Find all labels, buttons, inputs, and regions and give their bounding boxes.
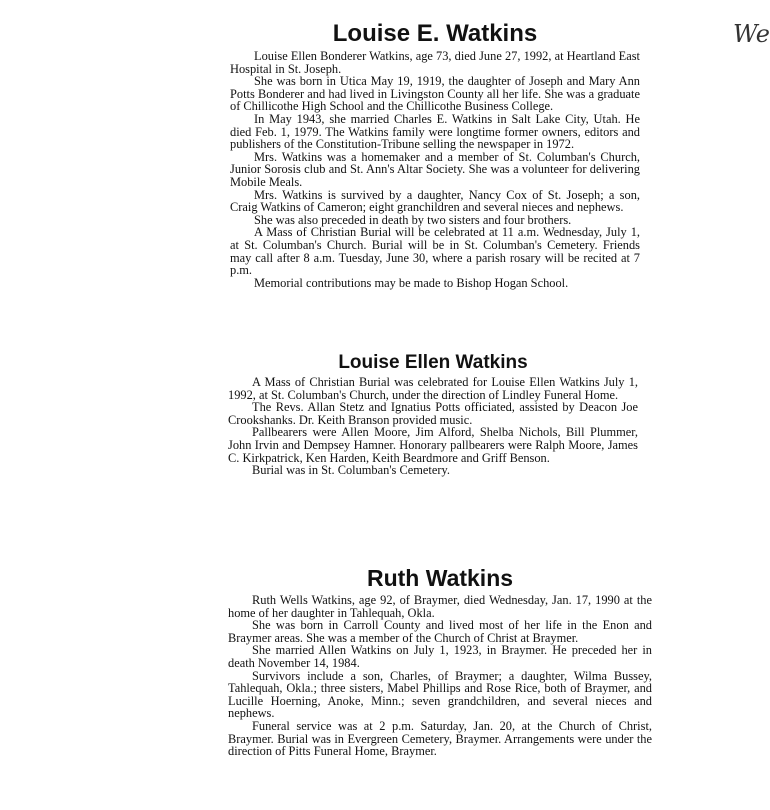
obituary-paragraph: She was also preceded in death by two sisters and four brothers.: [254, 212, 572, 227]
obituary-paragraph: She was born in Carroll County and lived most of her life in the Enon and Braymer areas. She was a member of the Church of Christ at Braymer.: [228, 618, 652, 645]
obituary-paragraph: Survivors include a son, Charles, of Braymer; a daughter, Wilma Bussey, Tahlequah, Okla.; three sisters, Mabel Phillips and Rose Rice, both of Braymer, and Lucille Hoerning, Anoke, Minn.; seven grandchildren, and several nieces and nephews.: [228, 668, 652, 721]
obituary-paragraph: A Mass of Christian Burial will be celebrated at 11 a.m. Wednesday, July 1, at St. Columban's Church. Burial will be in St. Columban's Cemetery. Friends may call after 8 a.m. Tuesday, June 30, where a parish rosary will be recited at 7 p.m.: [230, 225, 640, 278]
obituary-body: [228, 376, 638, 477]
obituary-ruth-watkins: [228, 563, 652, 758]
obituary-louise-e-watkins: [230, 20, 640, 289]
obituary-paragraph: She married Allen Watkins on July 1, 1923, in Braymer. He preceded her in death November 14, 1984.: [228, 643, 652, 670]
obituary-paragraph: Louise Ellen Bonderer Watkins, age 73, died June 27, 1992, at Heartland East Hospital in St. Joseph.: [230, 49, 640, 76]
obituary-paragraph: Funeral service was at 2 p.m. Saturday, Jan. 20, at the Church of Christ, Braymer. Burial was in Evergreen Cemetery, Braymer. Arrangements were under the direction of Pitts Funeral Home, Braymer.: [228, 718, 652, 759]
obituary-headline: Ruth Watkins: [366, 565, 514, 591]
handwritten-margin-note: We: [733, 20, 770, 48]
obituary-paragraph: Mrs. Watkins is survived by a daughter, Nancy Cox of St. Joseph; a son, Craig Watkins of Cameron; eight granchildren and several nieces and nephews.: [230, 187, 640, 215]
obituary-paragraph: Pallbearers were Allen Moore, Jim Alford, Shelba Nichols, Bill Plummer, John Irvin and Dempsey Hamner. Honorary pallbearers were Ralph Moore, James C. Kirkpatrick, Ken Harden, Keith Beardmore and Griff Benson.: [228, 425, 638, 465]
obituary-paragraph: Burial was in St. Columban's Cemetery.: [252, 463, 450, 478]
obituary-body: [230, 50, 640, 289]
obituary-headline: Louise E. Watkins: [332, 20, 538, 47]
obituary-paragraph: Mrs. Watkins was a homemaker and a member of St. Columban's Church, Junior Sorosis club and St. Ann's Altar Society. She was a volunteer for delivering Mobile Meals.: [230, 149, 640, 189]
obituary-paragraph: Memorial contributions may be made to Bishop Hogan School.: [254, 275, 569, 290]
obituary-paragraph: Ruth Wells Watkins, age 92, of Braymer, died Wednesday, Jan. 17, 1990 at the home of her daughter in Tahlequah, Okla.: [228, 593, 652, 620]
obituary-louise-ellen-watkins: [228, 351, 638, 477]
obituary-paragraph: The Revs. Allan Stetz and Ignatius Potts officiated, assisted by Deacon Joe Crookshanks. Dr. Keith Branson provided music.: [228, 400, 638, 427]
obituary-body: [228, 594, 652, 758]
obituary-headline: Louise Ellen Watkins: [338, 352, 528, 373]
obituary-paragraph: In May 1943, she married Charles E. Watkins in Salt Lake City, Utah. He died Feb. 1, 1979. The Watkins family were longtime former owners, editors and publishers of the Constitution-Tribune selling the newspaper in 1972.: [230, 111, 640, 152]
obituary-paragraph: She was born in Utica May 19, 1919, the daughter of Joseph and Mary Ann Potts Bonderer and had lived in Livingston County all her life. She was a graduate of Chillicothe High School and the Chillicothe Business College.: [230, 74, 640, 114]
obituary-paragraph: A Mass of Christian Burial was celebrated for Louise Ellen Watkins July 1, 1992, at St. Columban's Church, under the direction of Lindley Funeral Home.: [228, 375, 638, 402]
